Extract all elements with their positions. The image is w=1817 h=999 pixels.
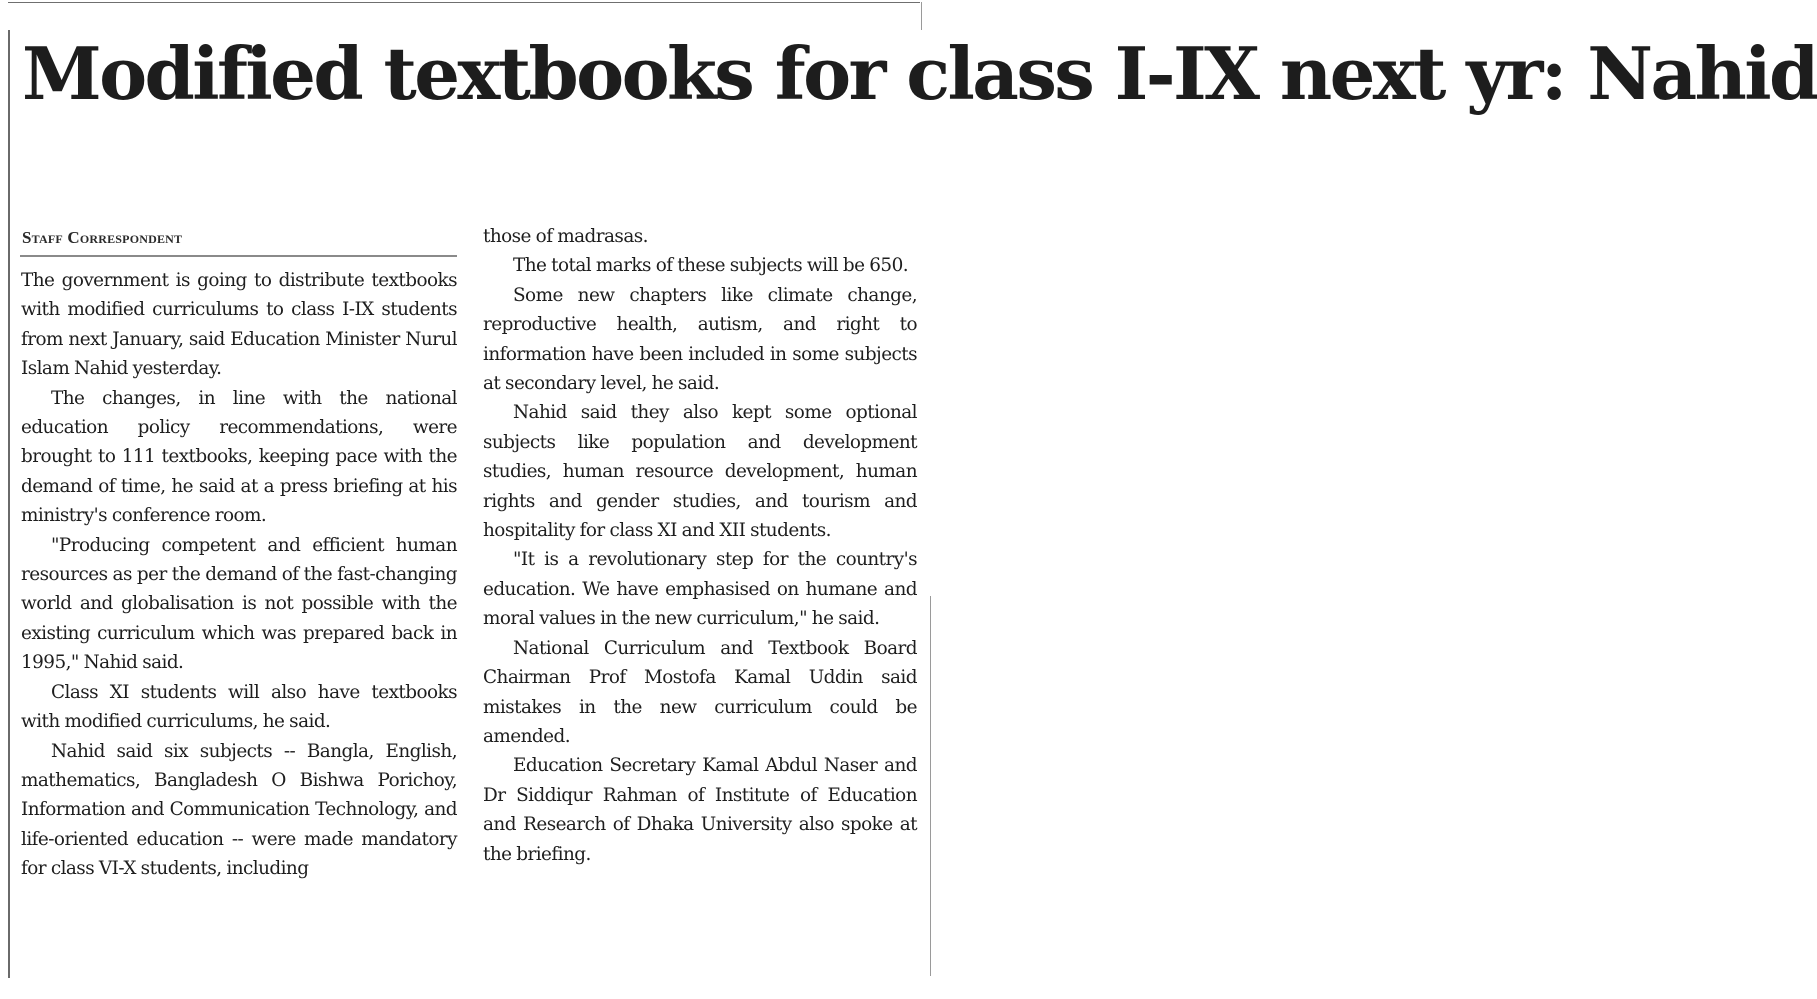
article-column-right: [483, 222, 917, 869]
article-paragraph: "It is a revolutionary step for the country's education. We have emphasised on humane and moral values in the new curriculum," he said.: [483, 549, 917, 630]
article-paragraph: The total marks of these subjects will be 650.: [513, 255, 909, 277]
article-paragraph: National Curriculum and Textbook Board Chairman Prof Mostofa Kamal Uddin said mistakes in the new curriculum could be amended.: [483, 637, 917, 747]
article-paragraph: Education Secretary Kamal Abdul Naser and Dr Siddiqur Rahman of Institute of Education and Research of Dhaka University also spoke at the briefing.: [483, 755, 917, 865]
article-column-left: [21, 266, 457, 884]
article-paragraph: Nahid said they also kept some optional subjects like population and development studies, human resource development, human rights and gender studies, and tourism and hospitality for class XI and XII students.: [483, 402, 917, 542]
byline: Staff Correspondent: [22, 228, 183, 247]
article-paragraph: Nahid said six subjects -- Bangla, English, mathematics, Bangladesh O Bishwa Porichoy, Information and Communication Technology, and life-oriented education -- were made mandatory for class VI-X students, including: [21, 740, 457, 880]
byline-rule: [20, 255, 457, 257]
article-paragraph: Some new chapters like climate change, reproductive health, autism, and right to information have been included in some subjects at secondary level, he said.: [483, 284, 917, 395]
left-border-rule: [8, 30, 10, 978]
article-paragraph: The government is going to distribute textbooks with modified curriculums to class I-IX students from next January, said Education Minister Nurul Islam Nahid yesterday.: [21, 270, 457, 380]
article-paragraph: "Producing competent and efficient human resources as per the demand of the fast-changing world and globalisation is not possible with the existing curriculum which was prepared back in 1995," Nahid said.: [21, 534, 457, 674]
article-paragraph: those of madrasas.: [483, 226, 648, 247]
right-border-rule: [921, 2, 922, 30]
article-headline: Modified textbooks for class I-IX next yr: Nahid: [22, 31, 1817, 116]
top-border-rule: [8, 2, 920, 3]
article-paragraph: The changes, in line with the national education policy recommendations, were brought to 111 textbooks, keeping pace with the demand of time, he said at a press briefing at his ministry's conference room.: [21, 387, 457, 527]
article-paragraph: Class XI students will also have textbooks with modified curriculums, he said.: [21, 681, 457, 733]
right-border-rule-lower: [930, 596, 931, 976]
